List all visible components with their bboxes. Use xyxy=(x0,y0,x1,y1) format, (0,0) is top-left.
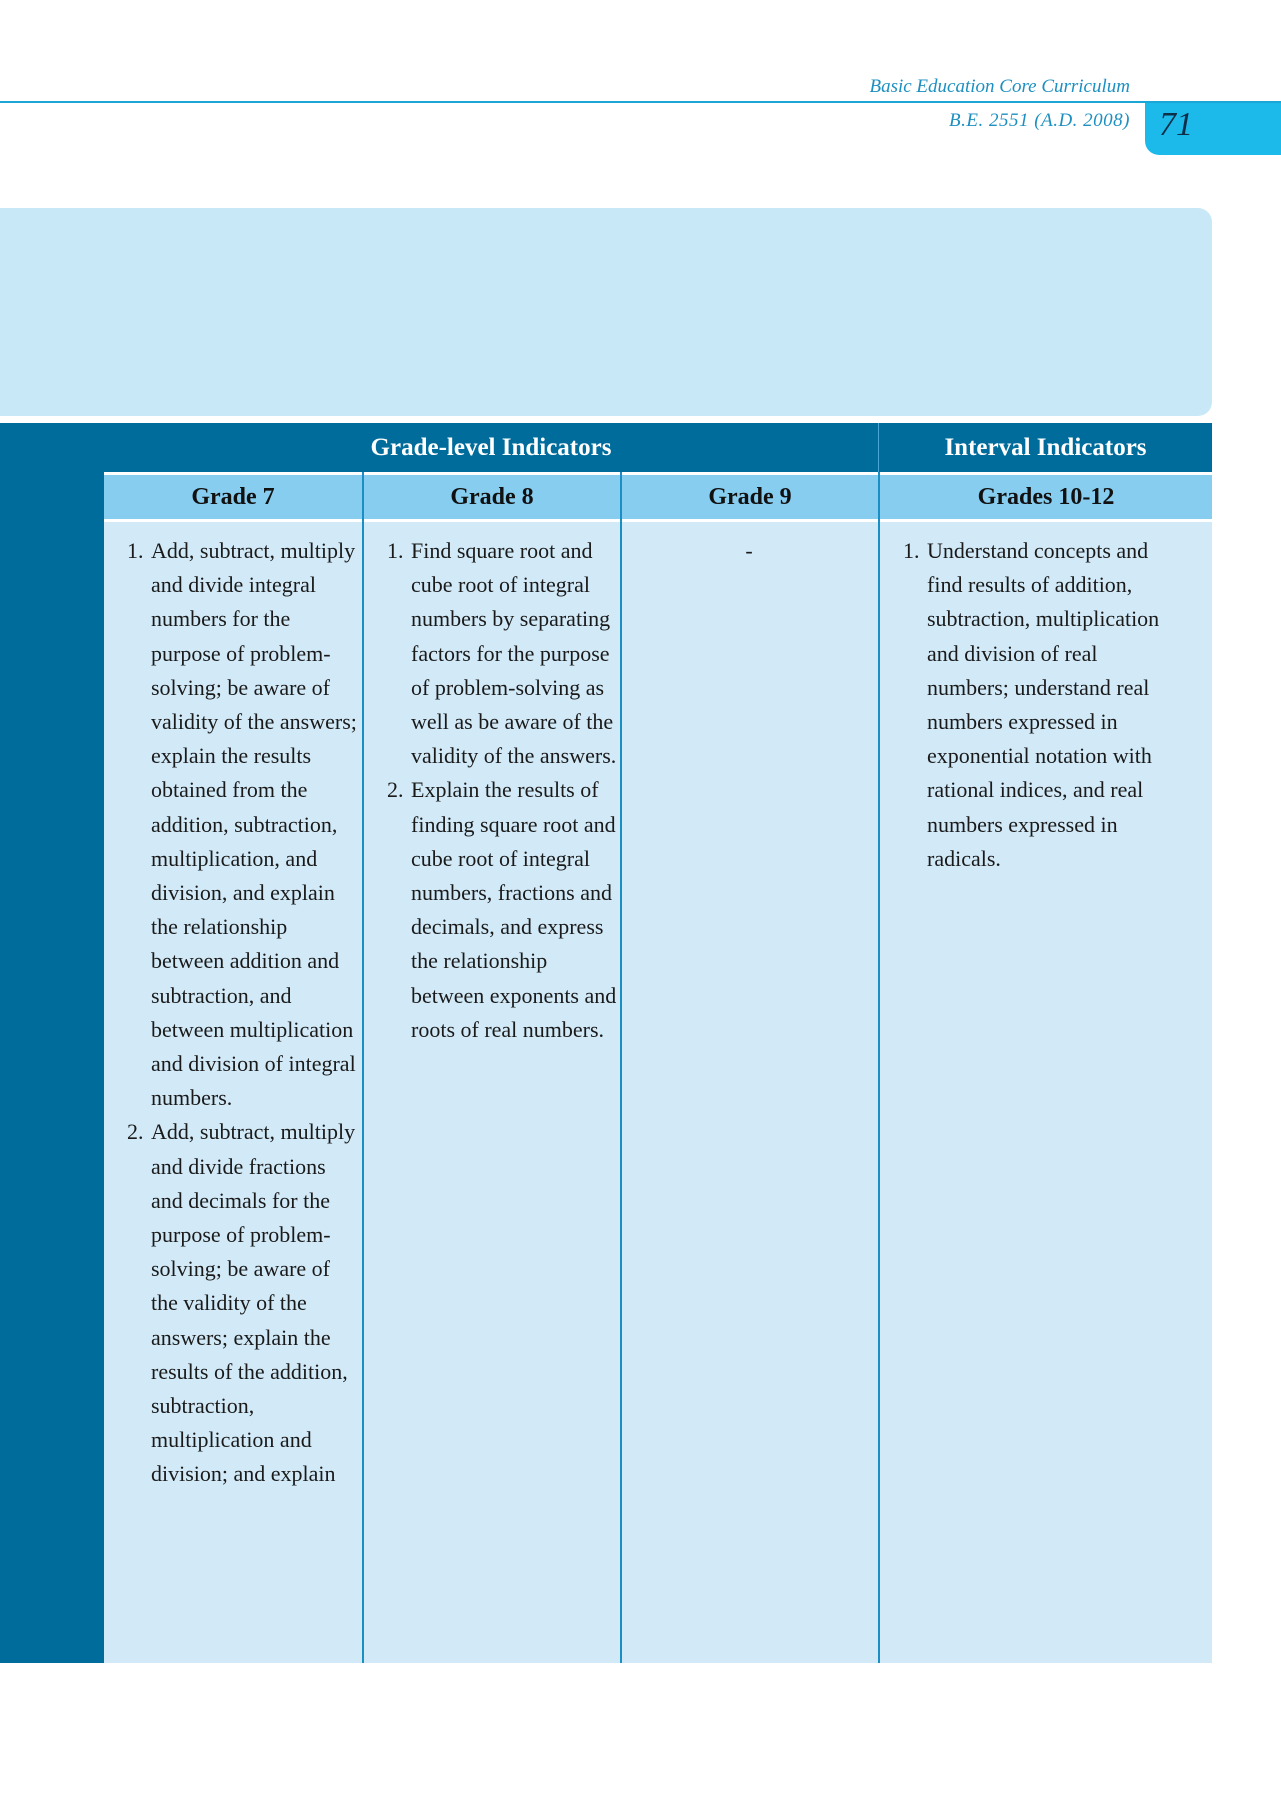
grade-7-cell xyxy=(104,522,357,1663)
column-header-grades-10-12: Grades 10-12 xyxy=(880,475,1212,519)
curriculum-title: Basic Education Core Curriculum xyxy=(869,76,1130,97)
list-item: 2. Explain the results of finding square root and cube root of integral numbers, fractions and decimals, and express the relationship between exponents and roots of real numbers. xyxy=(409,773,618,1047)
side-bar xyxy=(0,423,104,1663)
header-rule xyxy=(0,101,1281,103)
grade-9-cell: - xyxy=(745,538,753,563)
list-item: 1. Understand concepts and find results of addition, subtraction, multiplication and division of real numbers; understand real numbers expressed in exponential notation with rational indices, and real numbers expressed in radicals. xyxy=(925,534,1180,876)
curriculum-edition: B.E. 2551 (A.D. 2008) xyxy=(949,110,1130,131)
column-header-grade-7: Grade 7 xyxy=(104,475,362,519)
list-item: 1. Add, subtract, multiply and divide integral numbers for the purpose of problem-solving; be aware of validity of the answers; explain the results obtained from the addition, subtraction, multiplication, and division, and explain the relationship between addition and subtraction, and between multiplication and division of integral numbers. xyxy=(149,534,357,1115)
page-number: 71 xyxy=(1159,106,1193,143)
indicators-table xyxy=(104,423,1212,1663)
grade-level-indicators-header: Grade-level Indicators xyxy=(104,423,878,472)
grades-10-12-cell xyxy=(880,522,1180,1663)
list-item: 1. Find square root and cube root of integral numbers by separating factors for the purpose of problem-solving as well as be aware of the validity of the answers. xyxy=(409,534,618,773)
column-header-grade-9: Grade 9 xyxy=(622,475,878,519)
page-number-tab xyxy=(1145,103,1281,155)
top-banner xyxy=(0,208,1212,416)
column-header-grade-8: Grade 8 xyxy=(364,475,620,519)
list-item: 2. Add, subtract, multiply and divide fractions and decimals for the purpose of problem-solving; be aware of the validity of the answers; explain the results of the addition, subtraction, multiplication and division; and explain xyxy=(149,1115,357,1491)
grade-8-cell xyxy=(364,522,618,1663)
interval-indicators-header: Interval Indicators xyxy=(879,423,1212,472)
